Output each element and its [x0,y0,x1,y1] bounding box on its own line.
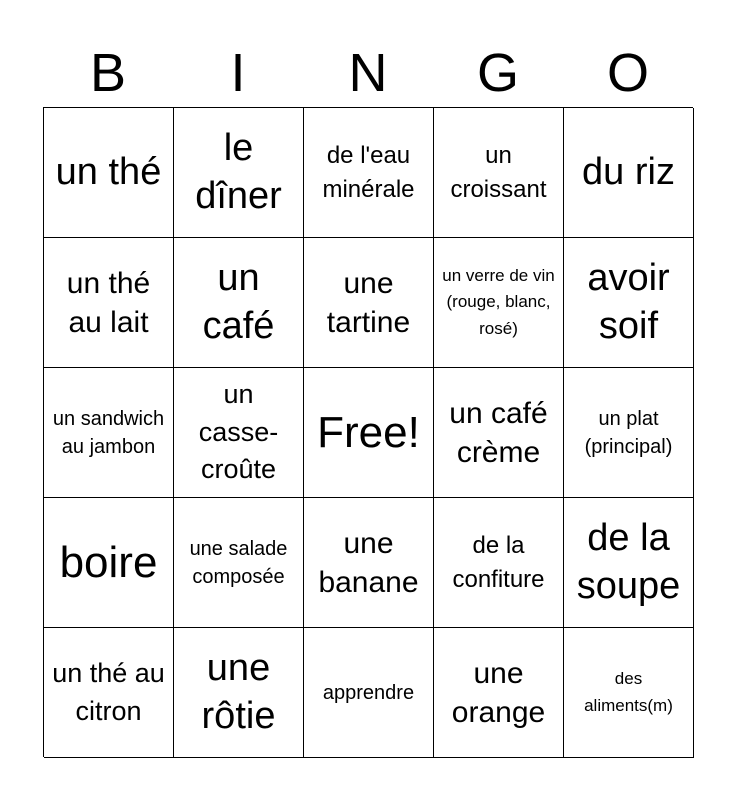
bingo-cell[interactable] [304,628,434,758]
header-letter-i: I [230,43,246,103]
bingo-cell[interactable] [564,498,694,628]
bingo-cell[interactable] [304,238,434,368]
cell-text: un plat (principal) [584,407,673,458]
cell-text: des aliments(m) [584,669,673,715]
cell-text: de la confiture [452,532,545,593]
bingo-cell[interactable] [434,108,564,238]
bingo-cell[interactable] [434,368,564,498]
cell-text: apprendre [322,681,415,704]
bingo-cell[interactable] [44,108,174,238]
cell-text: un café crème [449,396,548,469]
bingo-cell[interactable] [174,108,304,238]
free-space-text: Free! [317,407,420,457]
cell-text: un thé au lait [66,266,151,339]
cell-text: une rôtie [201,647,276,737]
bingo-cell[interactable] [44,498,174,628]
bingo-header [43,38,693,108]
cell-text: un thé au citron [52,657,165,726]
bingo-cell[interactable] [564,368,694,498]
bingo-cell[interactable] [174,238,304,368]
bingo-cell[interactable] [564,238,694,368]
bingo-cell[interactable] [44,238,174,368]
cell-text: de la soupe [576,517,681,607]
bingo-cell[interactable] [434,628,564,758]
cell-text: un croissant [450,142,547,203]
header-letter-o: O [606,43,649,103]
cell-text: avoir soif [587,257,670,347]
cell-text: de l'eau minérale [322,142,415,203]
cell-text: une orange [451,656,546,729]
bingo-cell[interactable] [434,238,564,368]
cell-text: un thé [55,150,162,193]
bingo-cell[interactable] [564,108,694,238]
bingo-cell[interactable] [174,368,304,498]
bingo-cell[interactable] [44,368,174,498]
bingo-cell[interactable] [304,108,434,238]
header-letter-b: B [89,43,127,103]
cell-text: un sandwich au jambon [52,407,165,458]
cell-text: une banane [318,526,419,599]
free-space-cell[interactable] [304,368,434,498]
cell-text: un verre de vin (rouge, blanc, rosé) [442,265,555,338]
cell-text: une salade composée [189,537,288,588]
bingo-cell[interactable] [564,628,694,758]
cell-text: un casse-croûte [198,378,279,485]
header-letter-g: G [476,43,519,103]
bingo-cell[interactable] [174,498,304,628]
bingo-cell[interactable] [174,628,304,758]
bingo-card-grid [43,107,693,757]
cell-text: une tartine [326,266,411,339]
cell-text: boire [59,537,158,587]
cell-text: le dîner [195,127,282,217]
bingo-cell[interactable] [44,628,174,758]
header-letter-n: N [348,43,388,103]
cell-text: du riz [582,150,675,193]
cell-text: un café [202,257,275,347]
bingo-cell[interactable] [304,498,434,628]
bingo-cell[interactable] [434,498,564,628]
